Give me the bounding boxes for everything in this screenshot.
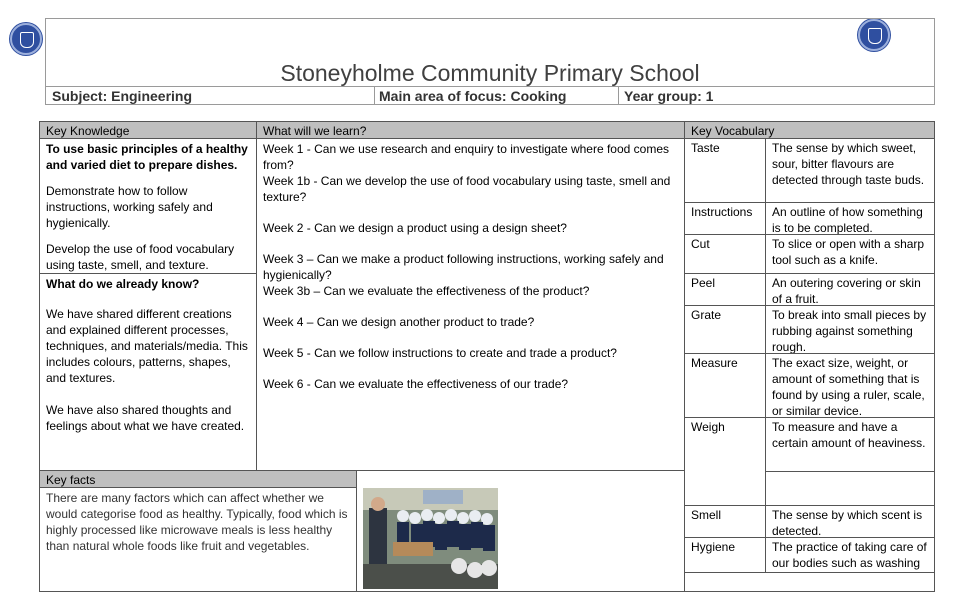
school-title: Stoneyholme Community Primary School bbox=[280, 60, 700, 86]
vocabulary-word: Peel bbox=[691, 276, 716, 290]
vocabulary-row-divider bbox=[765, 471, 935, 472]
vocabulary-definition: The practice of taking care of our bodies such as washing bbox=[772, 540, 927, 570]
vocabulary-word: Taste bbox=[691, 141, 720, 155]
vocabulary-row-divider bbox=[684, 273, 935, 274]
week-1b: Week 1b - Can we develop the use of food vocabulary using taste, smell and texture? bbox=[263, 174, 671, 204]
vocabulary-word: Hygiene bbox=[691, 540, 736, 554]
vocabulary-row-divider bbox=[684, 353, 935, 354]
vocabulary-word: Measure bbox=[691, 356, 738, 370]
already-know-para-2: We have also shared thoughts and feelings about what we have created. bbox=[46, 403, 245, 433]
key-facts-cell bbox=[39, 487, 357, 592]
vocabulary-definition: The exact size, weight, or amount of something that is found by using a ruler, scale, or similar device. bbox=[772, 356, 925, 418]
vocabulary-definition: The sense by which scent is detected. bbox=[772, 508, 923, 538]
key-knowledge-cell bbox=[39, 138, 257, 274]
vocabulary-row-divider bbox=[684, 417, 935, 418]
header-sep-1 bbox=[374, 86, 375, 105]
key-facts-text: There are many factors which can affect whether we would categorise food as healthy. Typically, food which is highly processed like microwave meals is less healthy than natural whole foods like fruit and vegetables. bbox=[46, 491, 348, 553]
header-divider bbox=[45, 86, 935, 87]
vocabulary-row-divider bbox=[684, 202, 935, 203]
vocabulary-word: Cut bbox=[691, 237, 710, 251]
vocabulary-row-divider bbox=[684, 537, 935, 538]
vocabulary-column-divider bbox=[765, 138, 766, 572]
week-3b: Week 3b – Can we evaluate the effectiveness of the product? bbox=[263, 284, 590, 298]
key-knowledge-heading: Key Knowledge bbox=[39, 121, 257, 139]
vocabulary-definition: To slice or open with a sharp tool such as a knife. bbox=[772, 237, 925, 267]
header-sep-2 bbox=[618, 86, 619, 105]
key-facts-heading: Key facts bbox=[39, 470, 357, 488]
school-logo-left bbox=[10, 23, 42, 55]
year-group-label: Year group: 1 bbox=[624, 88, 714, 104]
already-know-heading: What do we already know? bbox=[46, 277, 200, 291]
vocabulary-definition: An outering covering or skin of a fruit. bbox=[772, 276, 921, 306]
key-knowledge-point-2: Develop the use of food vocabulary using taste, smell, and texture. bbox=[46, 242, 235, 272]
vocabulary-row-divider bbox=[684, 572, 935, 573]
subject-label: Subject: Engineering bbox=[52, 88, 193, 104]
vocabulary-definition: The sense by which sweet, sour, bitter flavours are detected through taste buds. bbox=[772, 141, 925, 187]
vocabulary-definition: To break into small pieces by rubbing against something rough. bbox=[772, 308, 927, 354]
week-5: Week 5 - Can we follow instructions to create and trade a product? bbox=[263, 346, 617, 360]
learn-heading: What will we learn? bbox=[256, 121, 685, 139]
cooking-class-photo bbox=[363, 488, 498, 589]
week-1: Week 1 - Can we use research and enquiry to investigate where food comes from? bbox=[263, 142, 669, 172]
already-know-cell bbox=[39, 273, 257, 471]
week-3: Week 3 – Can we make a product following instructions, working safely and hygienically? bbox=[263, 252, 664, 282]
vocabulary-word: Grate bbox=[691, 308, 722, 322]
vocabulary-row-divider bbox=[684, 505, 935, 506]
vocabulary-definition: An outline of how something is to be completed. bbox=[772, 205, 923, 235]
already-know-para-1: We have shared different creations and explained different processes, techniques, and materials/media. This includes colours, patterns, shapes, and textures. bbox=[46, 307, 248, 385]
vocabulary-row-divider bbox=[684, 234, 935, 235]
vocabulary-row-divider bbox=[684, 305, 935, 306]
vocabulary-word: Instructions bbox=[691, 205, 753, 219]
vocabulary-heading: Key Vocabulary bbox=[684, 121, 935, 139]
week-2: Week 2 - Can we design a product using a design sheet? bbox=[263, 221, 567, 235]
vocabulary-word: Smell bbox=[691, 508, 722, 522]
week-6: Week 6 - Can we evaluate the effectiveness of our trade? bbox=[263, 377, 569, 391]
learn-cell bbox=[256, 138, 685, 471]
focus-label: Main area of focus: Cooking bbox=[379, 88, 567, 104]
key-knowledge-intro: To use basic principles of a healthy and varied diet to prepare dishes. bbox=[46, 142, 248, 172]
key-knowledge-point-1: Demonstrate how to follow instructions, working safely and hygienically. bbox=[46, 184, 213, 230]
vocabulary-word: Weigh bbox=[691, 420, 725, 434]
week-4: Week 4 – Can we design another product to trade? bbox=[263, 315, 535, 329]
vocabulary-definition: To measure and have a certain amount of heaviness. bbox=[772, 420, 926, 450]
